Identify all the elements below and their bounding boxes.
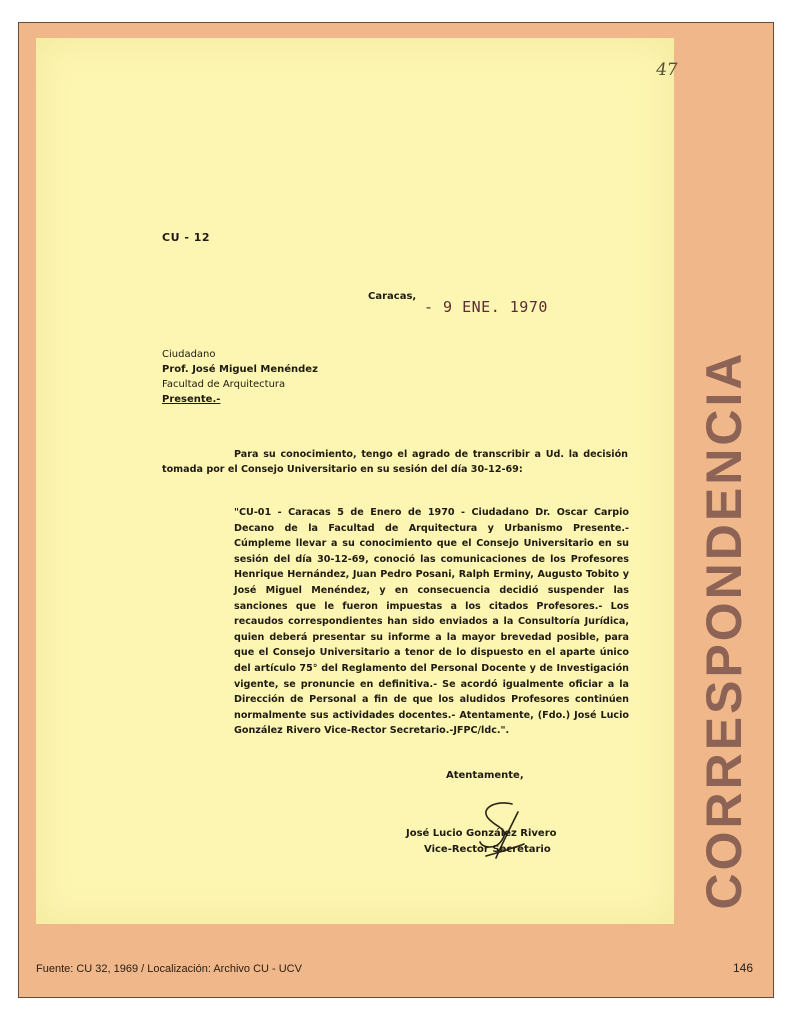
section-title bbox=[684, 340, 764, 920]
addressee-line: Ciudadano bbox=[162, 349, 216, 360]
addressee-name: Prof. José Miguel Menéndez bbox=[162, 364, 318, 375]
intro-text: Para su conocimiento, tengo el agrado de transcribir a Ud. la decisión tomada por el Consejo Universitario en su sesión del día 30-12-69: bbox=[162, 449, 628, 475]
signatory-title: Vice-Rector Secretario bbox=[424, 844, 551, 855]
handwritten-page-number: 47 bbox=[654, 60, 680, 80]
letter-closing: Atentamente, bbox=[446, 770, 524, 781]
source-caption: Fuente: CU 32, 1969 / Localización: Archivo CU - UCV bbox=[36, 963, 302, 975]
signatory-name: José Lucio González Rivero bbox=[406, 828, 557, 839]
scanned-letter bbox=[36, 38, 680, 924]
addressee-block bbox=[162, 347, 318, 407]
page-number: 146 bbox=[733, 961, 754, 975]
section-title-text: CORRESPONDENCIA bbox=[696, 350, 752, 910]
addressee-present: Presente.- bbox=[162, 394, 221, 405]
transcribed-decision: "CU-01 - Caracas 5 de Enero de 1970 - Ciudadano Dr. Oscar Carpio Decano de la Facultad de Arquitectura y Urbanismo Presente.- Cúmpleme llevar a su conocimiento que el Consejo Universitario en su sesión del día 30-12-69, conoció las comunicaciones de los Profesores Henrique Hernández, Juan Pedro Posani, Ralph Erminy, Augusto Tobito y José Miguel Menéndez, y en consecuencia decidió suspender las sanciones que le fueron impuestas a los citados Profesores.- Los recaudos correspondientes han sido enviados a la Consultoría Jurídica, quien deberá presentar su informe a la mayor brevedad posible, para que el Consejo Universitario a tenor de lo dispuesto en el aparte único del artículo 75° del Reglamento del Personal Docente y de Investigación vigente, se pronuncie en definitiva.- Se acordó igualmente oficiar a la Dirección de Personal a fin de que los aludidos Profesores continúen normalmente sus actividades docentes.- Atentamente, (Fdo.) José Lucio González Rivero Vice-Rector Secretario.-JFPC/ldc.". bbox=[234, 507, 629, 737]
letter-intro bbox=[162, 447, 628, 477]
date-stamp: - 9 ENE. 1970 bbox=[424, 298, 548, 316]
addressee-faculty: Facultad de Arquitectura bbox=[162, 379, 286, 390]
letter-city: Caracas, bbox=[368, 291, 417, 302]
letter-reference: CU - 12 bbox=[162, 231, 211, 244]
